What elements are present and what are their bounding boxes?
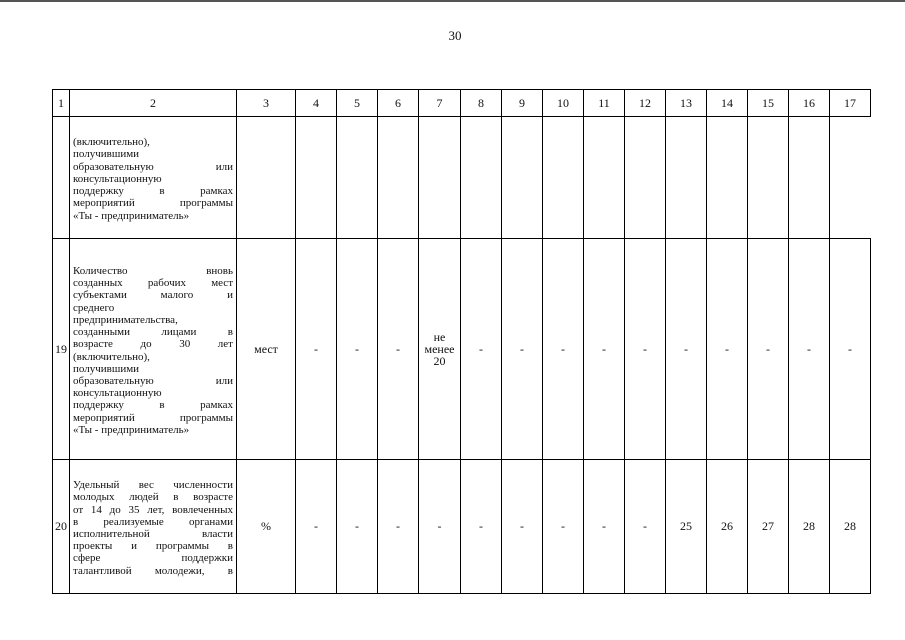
description-line: получившими: [73, 362, 140, 375]
column-header: 14: [707, 90, 748, 117]
value-cell: -: [461, 460, 502, 594]
value-cell: -: [625, 239, 666, 460]
value-cell: 26: [707, 460, 748, 594]
column-header: 1: [53, 90, 70, 117]
unit-cell: мест: [237, 239, 296, 460]
value-cell: -: [502, 460, 543, 594]
description-line: проекты и программы в: [73, 540, 233, 553]
value-cell: не менее 20: [419, 239, 461, 460]
description-line: Удельный вес численности: [73, 479, 233, 492]
value-cell: [748, 117, 789, 239]
description-line: получившими: [73, 148, 140, 161]
indicator-description: [70, 117, 237, 239]
column-header: 4: [296, 90, 337, 117]
value-cell: -: [378, 239, 419, 460]
top-rule: [0, 0, 905, 2]
value-cell: -: [830, 239, 871, 460]
value-cell: -: [296, 460, 337, 594]
description-line: образовательную или: [73, 374, 233, 387]
value-cell: -: [584, 239, 625, 460]
description-line: Количество вновь: [73, 265, 233, 278]
row-number-cell: 19: [53, 239, 70, 460]
description-line: (включительно),: [73, 136, 150, 149]
value-cell: [666, 117, 707, 239]
value-cell: -: [666, 239, 707, 460]
value-cell: [461, 117, 502, 239]
value-cell: 27: [748, 460, 789, 594]
unit-cell: [237, 117, 296, 239]
value-cell: 28: [830, 460, 871, 594]
value-cell: [502, 117, 543, 239]
description-line: поддержку в рамках: [73, 185, 233, 198]
description-line: образовательную или: [73, 160, 233, 173]
column-header: 2: [70, 90, 237, 117]
description-line: мероприятий программы: [73, 197, 233, 210]
value-cell: -: [419, 460, 461, 594]
column-header: 9: [502, 90, 543, 117]
value-cell: 28: [789, 460, 830, 594]
table-header-row: [53, 90, 871, 117]
value-cell: -: [461, 239, 502, 460]
description-line: талантливой молодежи, в: [73, 564, 233, 577]
value-cell: [584, 117, 625, 239]
value-cell: [543, 117, 584, 239]
value-cell: -: [378, 460, 419, 594]
value-cell: -: [296, 239, 337, 460]
value-cell: -: [543, 239, 584, 460]
description-line: консультационную: [73, 172, 162, 185]
column-header: 6: [378, 90, 419, 117]
column-header: 8: [461, 90, 502, 117]
description-line: созданных рабочих мест: [73, 277, 233, 290]
value-cell: [789, 117, 830, 239]
value-cell: [419, 117, 461, 239]
row-number-cell: 20: [53, 460, 70, 594]
value-cell: [337, 117, 378, 239]
description-line: субъектами малого и: [73, 289, 233, 302]
description-line: исполнительной власти: [73, 528, 233, 540]
value-cell: -: [748, 239, 789, 460]
value-cell: -: [337, 460, 378, 594]
value-cell: -: [502, 239, 543, 460]
description-line: консультационную: [73, 387, 162, 400]
value-cell: -: [789, 239, 830, 460]
value-cell: 25: [666, 460, 707, 594]
column-header: 11: [584, 90, 625, 117]
value-cell: -: [625, 460, 666, 594]
column-header: 15: [748, 90, 789, 117]
description-line: возрасте до 30 лет: [73, 338, 233, 351]
indicator-description: [70, 460, 237, 594]
column-header: 13: [666, 90, 707, 117]
column-header: 5: [337, 90, 378, 117]
column-header: 7: [419, 90, 461, 117]
value-cell: -: [543, 460, 584, 594]
description-line: созданными лицами в: [73, 326, 233, 339]
table-row-19: [53, 239, 871, 460]
indicator-table: [52, 89, 871, 594]
column-header: 17: [830, 90, 871, 117]
description-line: молодых людей в возрасте: [73, 491, 233, 504]
column-header: 16: [789, 90, 830, 117]
description-line: «Ты - предприниматель»: [73, 423, 190, 436]
row-number-cell: [53, 117, 70, 239]
description-line: «Ты - предприниматель»: [73, 209, 190, 222]
indicator-description: [70, 239, 237, 460]
page-number: 30: [448, 28, 462, 43]
description-line: сфере поддержки: [73, 552, 233, 565]
value-cell: [707, 117, 748, 239]
description-line: в реализуемые органами: [73, 515, 233, 528]
value-cell: [378, 117, 419, 239]
value-cell: -: [337, 239, 378, 460]
column-header: 3: [237, 90, 296, 117]
column-header: 10: [543, 90, 584, 117]
value-cell: -: [584, 460, 625, 594]
value-cell: [625, 117, 666, 239]
table-row-20: [53, 460, 871, 594]
value-cell: -: [707, 239, 748, 460]
description-line: (включительно),: [73, 350, 150, 363]
description-line: среднего: [73, 301, 115, 314]
unit-cell: %: [237, 460, 296, 594]
description-line: предпринимательства,: [73, 313, 178, 326]
table-row-continuation: [53, 117, 871, 239]
value-cell: [296, 117, 337, 239]
description-line: мероприятий программы: [73, 411, 233, 424]
column-header: 12: [625, 90, 666, 117]
description-line: поддержку в рамках: [73, 399, 233, 412]
description-line: от 14 до 35 лет, вовлеченных: [73, 503, 233, 516]
